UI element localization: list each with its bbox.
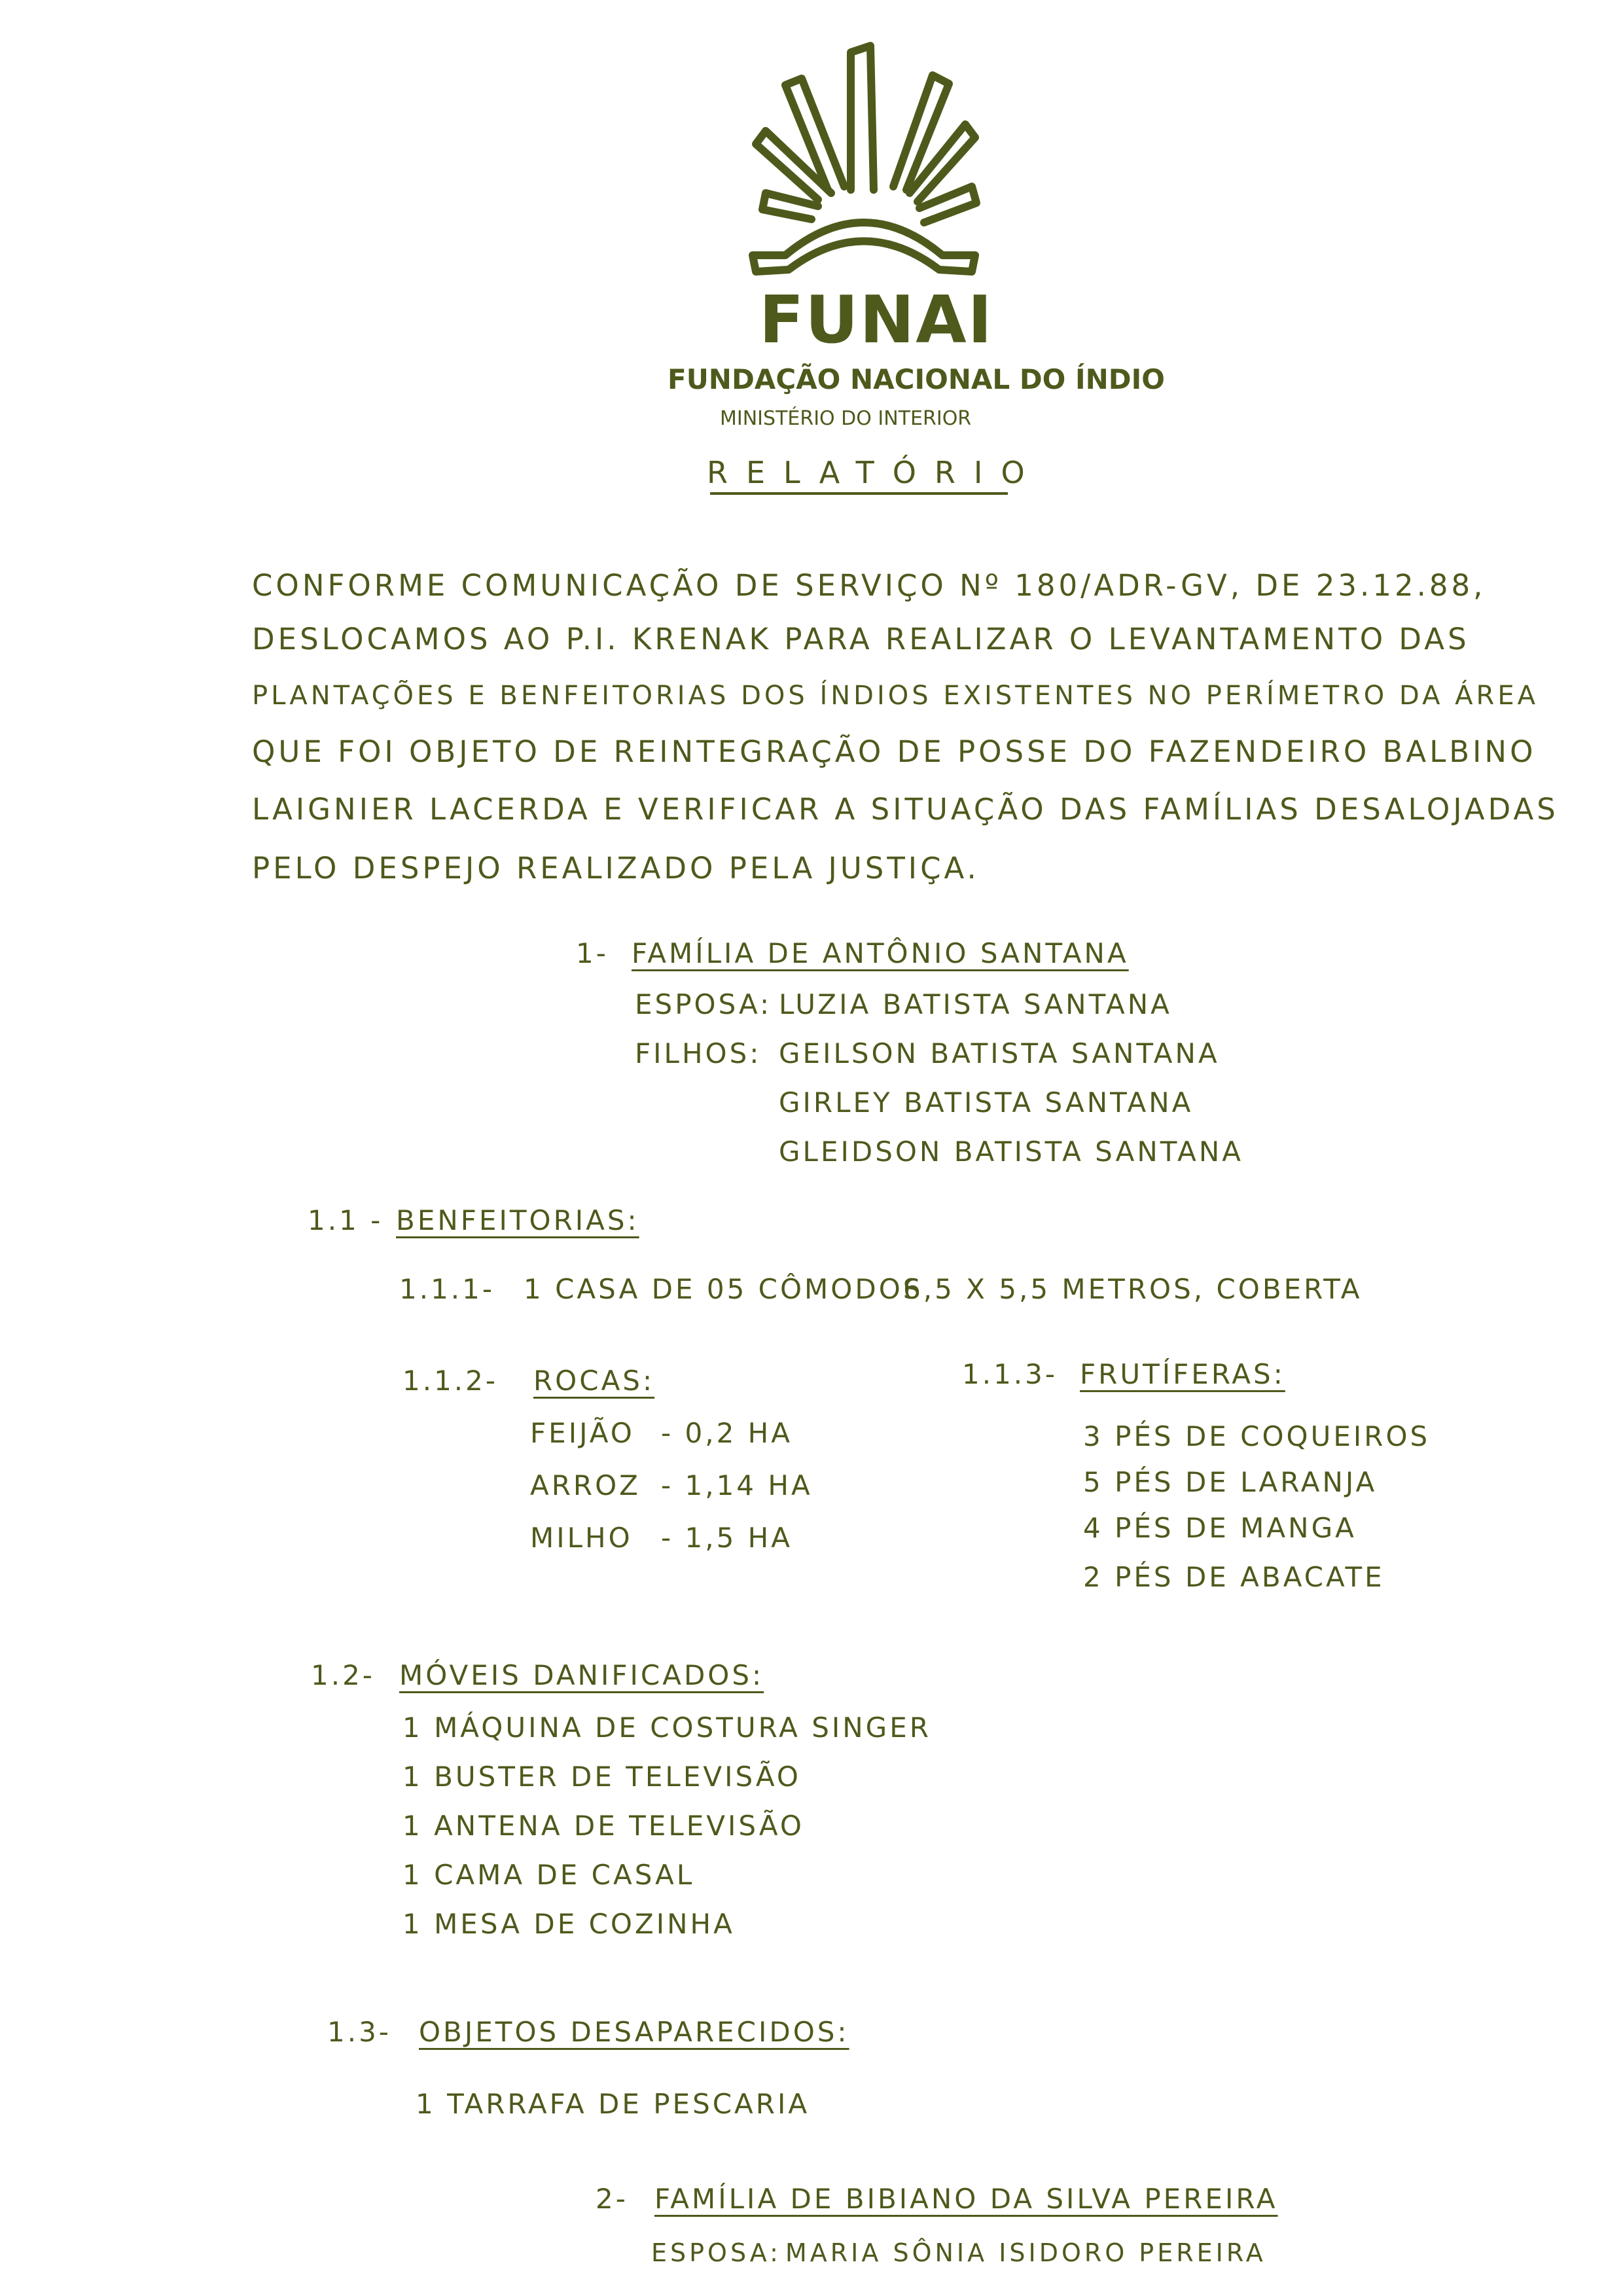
intro-line-5: LAIGNIER LACERDA E VERIFICAR A SITUAÇÃO DAS FAMÍLIAS DESALOJADAS [252,792,1559,827]
intro-line-6: PELO DESPEJO REALIZADO PELA JUSTIÇA. [252,851,980,886]
family2-spouse-label: ESPOSA: [651,2238,781,2267]
rocas-number: 1.1.2- [402,1365,499,1397]
objetos-heading: OBJETOS DESAPARECIDOS: [419,2016,849,2048]
frutifera-item-4: 2 PÉS DE ABACATE [1083,1561,1385,1593]
intro-line-1: CONFORME COMUNICAÇÃO DE SERVIÇO Nº 180/ADR-GV, DE 23.12.88, [252,568,1486,603]
intro-line-3: PLANTAÇÕES E BENFEITORIAS DOS ÍNDIOS EXISTENTES NO PERÍMETRO DA ÁREA [252,681,1539,711]
rocas-heading: ROCAS: [533,1365,655,1397]
movel-item-1: 1 MÁQUINA DE COSTURA SINGER [402,1712,931,1744]
family2-spouse: MARIA SÔNIA ISIDORO PEREIRA [785,2238,1266,2267]
family1-child-3: GLEIDSON BATISTA SANTANA [779,1136,1244,1168]
family2-number: 2- [596,2183,628,2215]
frutifera-item-2: 5 PÉS DE LARANJA [1083,1466,1378,1498]
family2-heading: FAMÍLIA DE BIBIANO DA SILVA PEREIRA [654,2183,1278,2215]
movel-item-2: 1 BUSTER DE TELEVISÃO [402,1761,801,1793]
funai-logo [746,39,982,281]
title-underline [710,492,1008,495]
movel-item-5: 1 MESA DE COZINHA [402,1908,735,1940]
org-name: FUNDAÇÃO NACIONAL DO ÍNDIO [668,363,1165,395]
ministry-name: MINISTÉRIO DO INTERIOR [720,407,972,430]
casa-size: 6,5 X 5,5 METROS, COBERTA [903,1273,1363,1305]
roca-crop-3: MILHO [530,1522,633,1554]
document-title: RELATÓRIO [707,455,1043,490]
roca-crop-1: FEIJÃO [530,1417,635,1449]
frutifera-item-1: 3 PÉS DE COQUEIROS [1083,1420,1431,1452]
benfeitorias-heading: BENFEITORIAS: [396,1204,639,1236]
moveis-number: 1.2- [311,1659,375,1691]
family1-child-1: GEILSON BATISTA SANTANA [779,1037,1220,1069]
family1-spouse-label: ESPOSA: [635,988,772,1020]
roca-area-2: - 1,14 HA [661,1469,813,1501]
intro-line-4: QUE FOI OBJETO DE REINTEGRAÇÃO DE POSSE DO FAZENDEIRO BALBINO [252,734,1537,769]
frutiferas-heading: FRUTÍFERAS: [1080,1358,1285,1390]
family1-child-2: GIRLEY BATISTA SANTANA [779,1086,1194,1119]
family1-spouse: LUZIA BATISTA SANTANA [779,988,1172,1020]
roca-crop-2: ARROZ [530,1469,641,1501]
frutifera-item-3: 4 PÉS DE MANGA [1083,1512,1357,1544]
casa-description: 1 CASA DE 05 CÔMODOS [524,1273,923,1305]
frutiferas-number: 1.1.3- [962,1358,1058,1390]
moveis-heading: MÓVEIS DANIFICADOS: [399,1659,764,1691]
family1-heading: FAMÍLIA DE ANTÔNIO SANTANA [632,937,1129,969]
family1-number: 1- [576,937,609,969]
objeto-item-1: 1 TARRAFA DE PESCARIA [416,2088,810,2120]
benfeitorias-number: 1.1 - [308,1204,383,1236]
roca-area-3: - 1,5 HA [661,1522,793,1554]
casa-number: 1.1.1- [399,1273,495,1305]
brand-name: FUNAI [759,281,993,358]
roca-area-1: - 0,2 HA [661,1417,793,1449]
objetos-number: 1.3- [327,2016,391,2048]
movel-item-4: 1 CAMA DE CASAL [402,1859,695,1891]
family1-children-label: FILHOS: [635,1037,762,1069]
intro-line-2: DESLOCAMOS AO P.I. KRENAK PARA REALIZAR O LEVANTAMENTO DAS [252,622,1470,656]
movel-item-3: 1 ANTENA DE TELEVISÃO [402,1810,804,1842]
